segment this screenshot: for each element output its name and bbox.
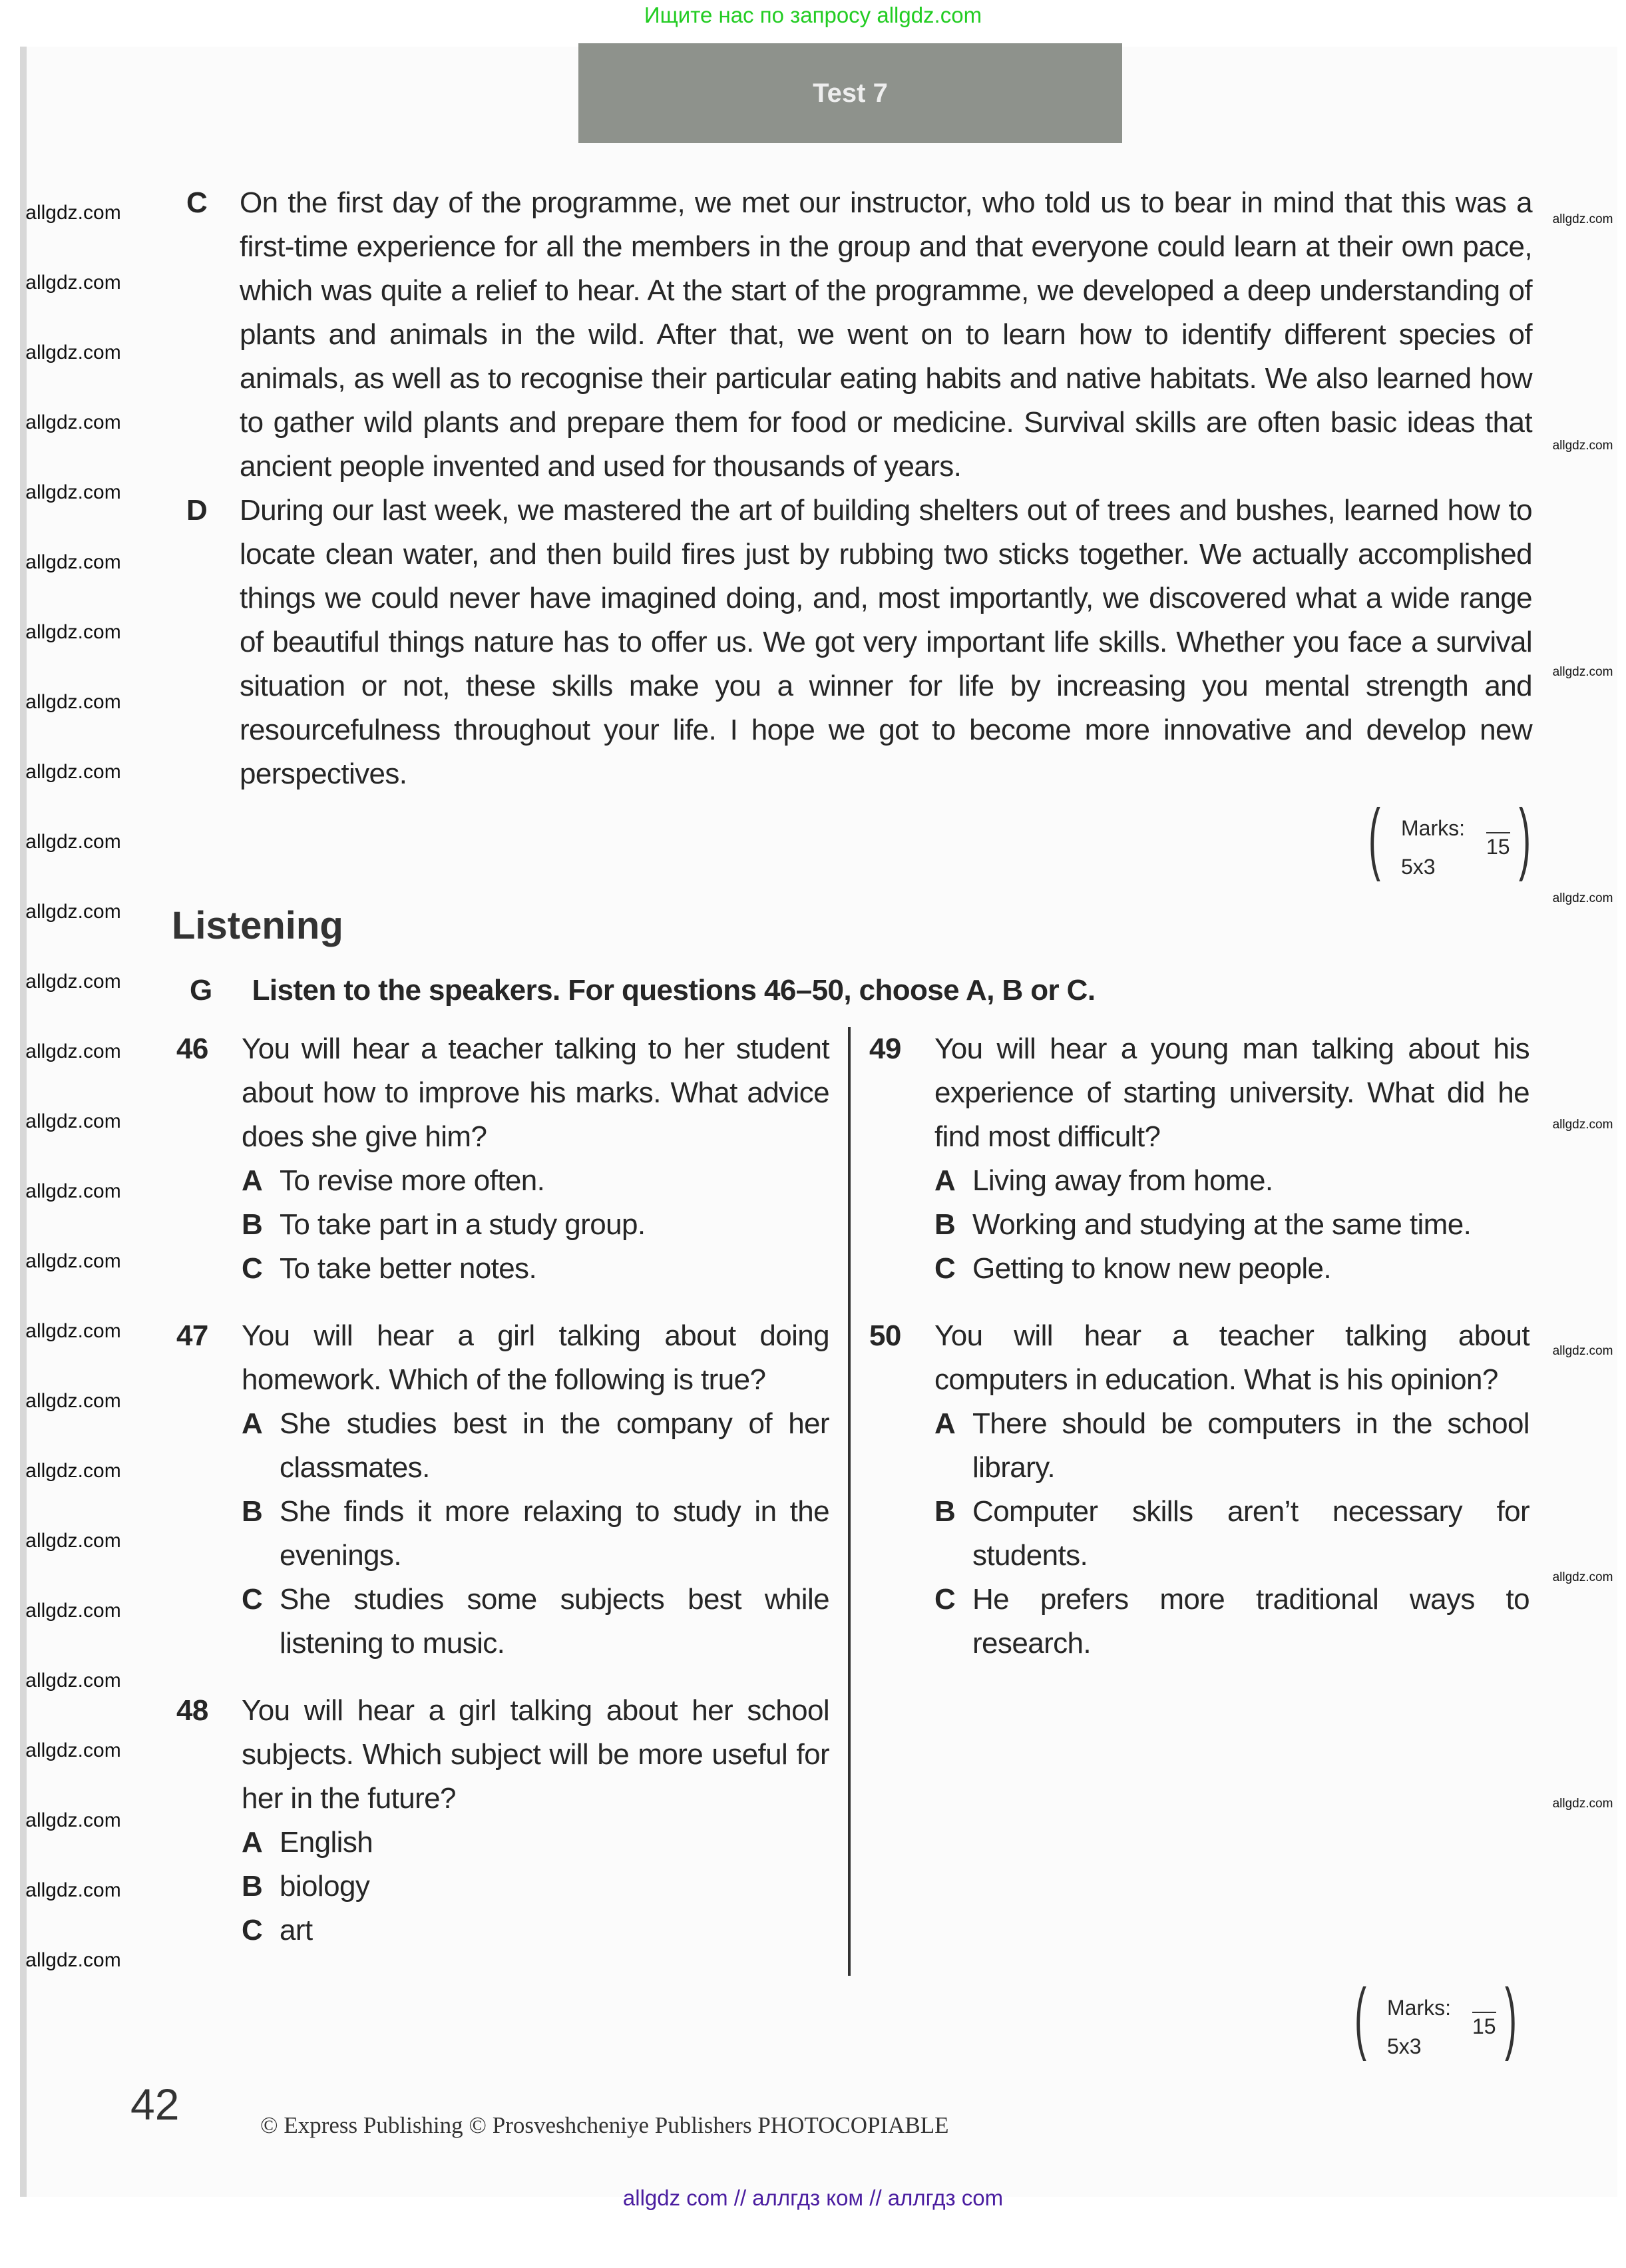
option-text: art	[280, 1914, 313, 1946]
question-number: 50	[869, 1319, 901, 1352]
answer-option[interactable]	[242, 1247, 829, 1291]
question-item	[176, 1027, 829, 1291]
option-text: Living away from home.	[972, 1164, 1273, 1197]
paragraph-d	[172, 489, 1532, 796]
marks-total: 15	[1472, 2012, 1496, 2039]
question-number: 47	[176, 1319, 208, 1352]
option-letter: B	[242, 1870, 263, 1903]
option-letter: C	[934, 1583, 956, 1616]
watermark: allgdz.com	[25, 1250, 121, 1272]
question-item	[176, 1314, 829, 1666]
watermark: allgdz.com	[25, 341, 121, 363]
watermark: allgdz.com	[25, 1739, 121, 1761]
watermark: allgdz.com	[25, 1530, 121, 1552]
watermark: allgdz.com	[25, 1390, 121, 1412]
question-stem: You will hear a young man talking about his experience of starting university. What did he find most difficult?	[934, 1032, 1529, 1153]
watermark: allgdz.com	[25, 1040, 121, 1062]
option-letter: A	[242, 1407, 263, 1440]
option-letter: B	[242, 1495, 263, 1528]
option-letter: B	[934, 1208, 956, 1241]
answer-option[interactable]	[242, 1159, 829, 1203]
question-item	[869, 1027, 1529, 1291]
answer-option[interactable]	[242, 1821, 829, 1865]
answer-option[interactable]	[934, 1402, 1529, 1490]
watermark: allgdz.com	[25, 272, 121, 294]
watermark: allgdz.com	[25, 481, 121, 503]
marks-box-listening: ( ) Marks: 15 5x3	[1354, 1972, 1518, 2062]
option-text: To take better notes.	[280, 1252, 537, 1285]
watermark: allgdz.com	[25, 761, 121, 783]
marks-formula: 5x3	[1401, 855, 1436, 879]
marks-box-reading: ( ) Marks: 15 5x3	[1368, 793, 1531, 882]
answer-option[interactable]	[934, 1247, 1529, 1291]
watermark: allgdz.com	[1552, 891, 1613, 905]
watermark: allgdz.com	[25, 971, 121, 993]
watermark: allgdz.com	[25, 1110, 121, 1132]
answer-option[interactable]	[242, 1203, 829, 1247]
option-letter: C	[242, 1914, 263, 1946]
watermark: allgdz.com	[1552, 439, 1613, 453]
page-footer	[130, 2079, 1626, 2159]
option-text: There should be computers in the school library.	[972, 1407, 1529, 1484]
question-item	[869, 1314, 1529, 1666]
watermark: allgdz.com	[25, 1949, 121, 1971]
watermark: allgdz.com	[25, 1320, 121, 1342]
watermark: allgdz.com	[25, 691, 121, 713]
option-text: She studies some subjects best while listening to music.	[280, 1583, 829, 1660]
question-stem: You will hear a teacher talking to her student about how to improve his marks. What advice does she give him?	[242, 1032, 829, 1153]
option-letter: B	[242, 1208, 263, 1241]
marks-label: Marks:	[1401, 816, 1465, 840]
option-text: biology	[280, 1870, 370, 1903]
answer-option[interactable]	[934, 1578, 1529, 1666]
question-stem: You will hear a teacher talking about computers in education. What is his opinion?	[934, 1319, 1529, 1396]
task-letter: G	[190, 974, 212, 1007]
search-banner: Ищите нас по запросу allgdz.com	[644, 3, 982, 27]
watermark: allgdz.com	[25, 1879, 121, 1901]
watermark: allgdz.com	[25, 202, 121, 224]
option-text: To revise more often.	[280, 1164, 545, 1197]
watermark: allgdz.com	[1552, 1570, 1613, 1584]
watermark: allgdz.com	[1552, 665, 1613, 679]
option-text: She studies best in the company of her classmates.	[280, 1407, 829, 1484]
marks-formula: 5x3	[1387, 2034, 1422, 2058]
answer-option[interactable]	[242, 1865, 829, 1909]
watermark: allgdz.com	[1552, 1797, 1613, 1811]
watermark: allgdz.com	[25, 621, 121, 643]
instruction-text: Listen to the speakers. For questions 46–50, choose A, B or C.	[252, 974, 1096, 1007]
site-banner: allgdz com // аллгдз ком // аллгдз com	[622, 2185, 1004, 2210]
option-text: Getting to know new people.	[972, 1252, 1332, 1285]
watermark: allgdz.com	[1552, 1118, 1613, 1132]
task-instruction	[172, 969, 1532, 1013]
questions-right-column	[851, 1027, 1529, 1976]
answer-option[interactable]	[242, 1578, 829, 1666]
paragraph-text: On the first day of the programme, we met our instructor, who told us to bear in mind that this was a first-time experience for all the members in the group and that everyone could learn at their own pace, which was quite a relief to hear. At the start of the programme, we developed a deep understanding of plants and animals in the wild. After that, we went on to learn how to identify different species of animals, as well as to recognise their particular eating habits and native habitats. We also learned how to gather wild plants and prepare them for food or medicine. Survival skills are often basic ideas that ancient people invented and used for thousands of years.	[240, 186, 1532, 483]
watermark: allgdz.com	[25, 1180, 121, 1202]
marks-total: 15	[1486, 832, 1510, 859]
questions-columns	[172, 1027, 1532, 1976]
answer-option[interactable]	[934, 1159, 1529, 1203]
option-letter: C	[934, 1252, 956, 1285]
watermark: allgdz.com	[25, 831, 121, 853]
section-heading-listening: Listening	[172, 904, 343, 947]
watermark: allgdz.com	[25, 901, 121, 923]
watermark: allgdz.com	[1552, 1344, 1613, 1358]
watermark: allgdz.com	[25, 1600, 121, 1622]
paragraph-label: D	[186, 494, 208, 527]
question-number: 49	[869, 1032, 901, 1065]
option-letter: A	[242, 1164, 263, 1197]
option-text: English	[280, 1826, 373, 1859]
page-number: 42	[130, 2080, 180, 2129]
option-letter: A	[934, 1407, 956, 1440]
answer-option[interactable]	[934, 1203, 1529, 1247]
watermark: allgdz.com	[25, 411, 121, 433]
option-text: He prefers more traditional ways to research.	[972, 1583, 1529, 1660]
answer-option[interactable]	[934, 1490, 1529, 1578]
paragraph-c	[172, 181, 1532, 489]
watermark: allgdz.com	[25, 1460, 121, 1482]
question-stem: You will hear a girl talking about doing homework. Which of the following is true?	[242, 1319, 829, 1396]
option-text: To take part in a study group.	[280, 1208, 646, 1241]
question-number: 46	[176, 1032, 208, 1065]
option-text: Computer skills aren’t necessary for students.	[972, 1495, 1529, 1572]
question-number: 48	[176, 1694, 208, 1727]
watermark: allgdz.com	[25, 1670, 121, 1692]
test-title: Test 7	[813, 78, 888, 108]
questions-left-column	[172, 1027, 851, 1976]
watermark: allgdz.com	[1552, 212, 1613, 226]
watermark: allgdz.com	[25, 551, 121, 573]
option-letter: C	[242, 1252, 263, 1285]
watermark: allgdz.com	[25, 1809, 121, 1831]
option-letter: B	[934, 1495, 956, 1528]
option-text: She finds it more relaxing to study in the evenings.	[280, 1495, 829, 1572]
option-letter: A	[934, 1164, 956, 1197]
option-letter: A	[242, 1826, 263, 1859]
paragraph-text: During our last week, we mastered the art of building shelters out of trees and bushes, learned how to locate clean water, and then build fires just by rubbing two sticks together. We actually accomplished things we could never have imagined doing, and, most importantly, we discovered what a wide range of beautiful things nature has to offer us. We got very important life skills. Whether you face a survival situation or not, these skills make you a winner for life by increasing you mental strength and resourcefulness throughout your life. I hope we got to become more innovative and develop new perspectives.	[240, 494, 1532, 790]
answer-option[interactable]	[242, 1490, 829, 1578]
page-content	[172, 0, 1532, 2066]
question-stem: You will hear a girl talking about her school subjects. Which subject will be more useful for her in the future?	[242, 1694, 829, 1815]
marks-label: Marks:	[1387, 1996, 1451, 2020]
paragraph-label: C	[186, 186, 208, 219]
question-item	[176, 1689, 829, 1952]
copyright-footer: © Express Publishing © Prosveshcheniye Publishers PHOTOCOPIABLE	[260, 2112, 949, 2138]
option-letter: C	[242, 1583, 263, 1616]
answer-option[interactable]	[242, 1909, 829, 1952]
answer-option[interactable]	[242, 1402, 829, 1490]
option-text: Working and studying at the same time.	[972, 1208, 1472, 1241]
